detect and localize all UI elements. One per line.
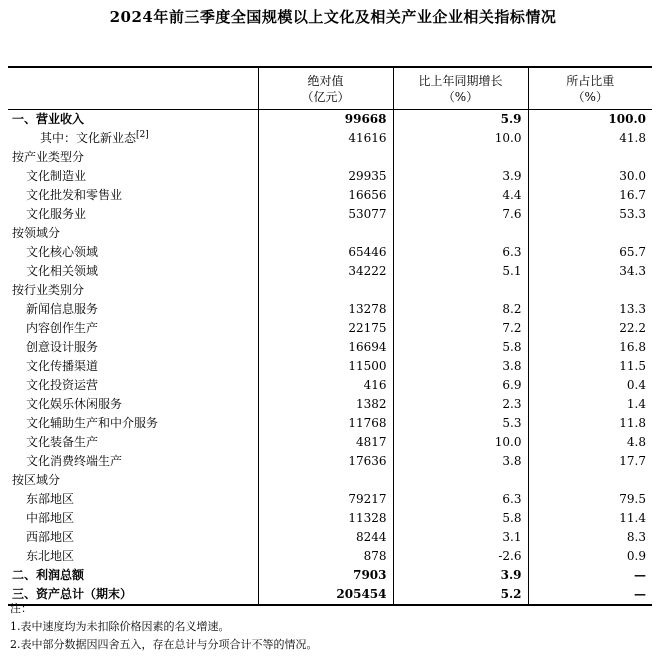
footnote-ref: [2]: [136, 130, 149, 140]
row-label: [8, 566, 258, 585]
table-row: [8, 319, 652, 338]
table-row: [8, 129, 652, 148]
cell-yoy-growth: [393, 224, 528, 243]
cell-yoy-growth: -2.6: [393, 547, 528, 566]
cell-yoy-growth: [393, 148, 528, 167]
row-label: [8, 148, 258, 167]
header-share-unit: （%）: [572, 89, 608, 104]
cell-share: —: [528, 566, 652, 585]
row-label-text: 文化装备生产: [26, 435, 99, 449]
cell-absolute-value: 34222: [258, 262, 393, 281]
cell-yoy-growth: 7.6: [393, 205, 528, 224]
table-header: [8, 67, 652, 110]
header-share: [528, 67, 652, 110]
header-absolute-value-unit: （亿元）: [301, 89, 350, 104]
row-label: [8, 452, 258, 471]
row-label: [8, 243, 258, 262]
cell-absolute-value: 205454: [258, 585, 393, 605]
cell-yoy-growth: 5.3: [393, 414, 528, 433]
cell-absolute-value: 16694: [258, 338, 393, 357]
row-label: [8, 433, 258, 452]
row-label: [8, 376, 258, 395]
cell-yoy-growth: 6.3: [393, 243, 528, 262]
footnotes-heading: 注：: [10, 602, 32, 615]
cell-share: 30.0: [528, 167, 652, 186]
cell-share: —: [528, 585, 652, 605]
table-row: [8, 224, 652, 243]
cell-share: 11.5: [528, 357, 652, 376]
cell-absolute-value: 17636: [258, 452, 393, 471]
row-label-text: 西部地区: [26, 530, 75, 544]
cell-yoy-growth: 10.0: [393, 129, 528, 148]
cell-absolute-value: 11768: [258, 414, 393, 433]
table-row: [8, 547, 652, 566]
table-body: [8, 110, 652, 606]
cell-yoy-growth: 7.2: [393, 319, 528, 338]
cell-yoy-growth: 4.4: [393, 186, 528, 205]
cell-share: 17.7: [528, 452, 652, 471]
row-label: [8, 319, 258, 338]
row-label-text: 一、营业收入: [12, 112, 85, 126]
cell-absolute-value: 416: [258, 376, 393, 395]
cell-absolute-value: 79217: [258, 490, 393, 509]
table-row: [8, 376, 652, 395]
row-label-text: 文化核心领域: [26, 245, 99, 259]
header-absolute-value-label: 绝对值: [307, 73, 344, 88]
table-row: [8, 205, 652, 224]
cell-absolute-value: 11500: [258, 357, 393, 376]
cell-share: 1.4: [528, 395, 652, 414]
row-label: [8, 129, 258, 148]
header-label-column: [8, 67, 258, 110]
cell-share: 65.7: [528, 243, 652, 262]
table-row: [8, 471, 652, 490]
cell-absolute-value: 11328: [258, 509, 393, 528]
row-label-text: 文化制造业: [26, 169, 87, 183]
cell-yoy-growth: 3.8: [393, 357, 528, 376]
table-row: [8, 300, 652, 319]
table-row: [8, 186, 652, 205]
cell-absolute-value: 13278: [258, 300, 393, 319]
cell-share: 34.3: [528, 262, 652, 281]
cell-share: 4.8: [528, 433, 652, 452]
table-title: 2024年前三季度全国规模以上文化及相关产业企业相关指标情况: [109, 8, 557, 26]
row-label: [8, 338, 258, 357]
table-row: [8, 167, 652, 186]
cell-yoy-growth: 5.8: [393, 509, 528, 528]
cell-absolute-value: 22175: [258, 319, 393, 338]
row-label-text: 东北地区: [26, 549, 75, 563]
cell-absolute-value: [258, 471, 393, 490]
cell-absolute-value: [258, 148, 393, 167]
row-label-text: 三、资产总计（期末）: [12, 587, 133, 601]
footnote-1: 1.表中速度均为未扣除价格因素的名义增速。: [10, 620, 230, 633]
row-label-text: 按领域分: [12, 226, 61, 240]
row-label: [8, 300, 258, 319]
cell-share: 79.5: [528, 490, 652, 509]
cell-yoy-growth: 5.1: [393, 262, 528, 281]
table-row: [8, 281, 652, 300]
cell-absolute-value: 65446: [258, 243, 393, 262]
cell-yoy-growth: 6.9: [393, 376, 528, 395]
cell-yoy-growth: 2.3: [393, 395, 528, 414]
cell-yoy-growth: 3.8: [393, 452, 528, 471]
row-label-text: 创意设计服务: [26, 340, 99, 354]
row-label: [8, 509, 258, 528]
cell-absolute-value: [258, 224, 393, 243]
row-label-text: 文化传播渠道: [26, 359, 99, 373]
cell-absolute-value: 29935: [258, 167, 393, 186]
cell-yoy-growth: 5.2: [393, 585, 528, 605]
table-row: [8, 566, 652, 585]
footnotes: [10, 600, 318, 654]
table-row: [8, 433, 652, 452]
row-label: [8, 224, 258, 243]
cell-absolute-value: 53077: [258, 205, 393, 224]
cell-yoy-growth: 6.3: [393, 490, 528, 509]
cell-share: 100.0: [528, 110, 652, 130]
cell-share: 22.2: [528, 319, 652, 338]
row-label: [8, 205, 258, 224]
header-yoy-growth-label: 比上年同期增长: [418, 73, 503, 88]
row-label-text: 按区域分: [12, 473, 61, 487]
row-label-text: 文化相关领域: [26, 264, 99, 278]
row-label: [8, 262, 258, 281]
cell-share: [528, 471, 652, 490]
table-row: [8, 110, 652, 130]
row-label: [8, 186, 258, 205]
row-label-text: 内容创作生产: [26, 321, 99, 335]
cell-share: 11.8: [528, 414, 652, 433]
row-label: [8, 414, 258, 433]
table-row: [8, 243, 652, 262]
table-row: [8, 395, 652, 414]
row-label-text: 东部地区: [26, 492, 75, 506]
table-row: [8, 262, 652, 281]
cell-share: 16.7: [528, 186, 652, 205]
cell-yoy-growth: 5.9: [393, 110, 528, 130]
cell-absolute-value: 8244: [258, 528, 393, 547]
cell-share: 11.4: [528, 509, 652, 528]
cell-yoy-growth: [393, 471, 528, 490]
cell-absolute-value: [258, 281, 393, 300]
header-share-label: 所占比重: [566, 73, 615, 88]
row-label-text: 文化服务业: [26, 207, 87, 221]
cell-yoy-growth: [393, 281, 528, 300]
row-label: [8, 110, 258, 130]
footnote-2: 2.表中部分数据因四舍五入，存在总计与分项合计不等的情况。: [10, 638, 318, 651]
cell-share: [528, 148, 652, 167]
cell-yoy-growth: 3.9: [393, 566, 528, 585]
row-label-text: 文化消费终端生产: [26, 454, 123, 468]
header-yoy-growth-unit: （%）: [442, 89, 479, 104]
row-label: [8, 357, 258, 376]
table-row: [8, 509, 652, 528]
row-label-text: 其中：文化新业态: [40, 131, 137, 145]
header-yoy-growth: [393, 67, 528, 110]
cell-share: 8.3: [528, 528, 652, 547]
cell-share: 16.8: [528, 338, 652, 357]
cell-share: 13.3: [528, 300, 652, 319]
cell-share: 53.3: [528, 205, 652, 224]
cell-absolute-value: 7903: [258, 566, 393, 585]
cell-yoy-growth: 3.1: [393, 528, 528, 547]
row-label-text: 中部地区: [26, 511, 75, 525]
row-label: [8, 167, 258, 186]
row-label: [8, 395, 258, 414]
row-label-text: 按产业类型分: [12, 150, 85, 164]
cell-absolute-value: 4817: [258, 433, 393, 452]
cell-absolute-value: 41616: [258, 129, 393, 148]
cell-yoy-growth: 10.0: [393, 433, 528, 452]
indicator-table: [8, 66, 652, 606]
cell-share: [528, 224, 652, 243]
table-row: [8, 338, 652, 357]
cell-absolute-value: 1382: [258, 395, 393, 414]
row-label: [8, 547, 258, 566]
row-label-text: 文化娱乐休闲服务: [26, 397, 123, 411]
table-row: [8, 414, 652, 433]
row-label: [8, 281, 258, 300]
cell-share: [528, 281, 652, 300]
table-row: [8, 490, 652, 509]
cell-share: 0.9: [528, 547, 652, 566]
row-label-text: 文化辅助生产和中介服务: [26, 416, 159, 430]
row-label: [8, 471, 258, 490]
row-label-text: 按行业类别分: [12, 283, 85, 297]
row-label: [8, 490, 258, 509]
cell-absolute-value: 16656: [258, 186, 393, 205]
row-label-text: 二、利润总额: [12, 568, 85, 582]
cell-share: 41.8: [528, 129, 652, 148]
header-absolute-value: [258, 67, 393, 110]
cell-absolute-value: 878: [258, 547, 393, 566]
cell-yoy-growth: 8.2: [393, 300, 528, 319]
cell-absolute-value: 99668: [258, 110, 393, 130]
table-row: [8, 357, 652, 376]
table-row: [8, 452, 652, 471]
cell-yoy-growth: 3.9: [393, 167, 528, 186]
row-label-text: 文化投资运营: [26, 378, 99, 392]
cell-share: 0.4: [528, 376, 652, 395]
row-label-text: 文化批发和零售业: [26, 188, 123, 202]
row-label-text: 新闻信息服务: [26, 302, 99, 316]
table-row: [8, 148, 652, 167]
cell-yoy-growth: 5.8: [393, 338, 528, 357]
row-label: [8, 528, 258, 547]
table-row: [8, 528, 652, 547]
